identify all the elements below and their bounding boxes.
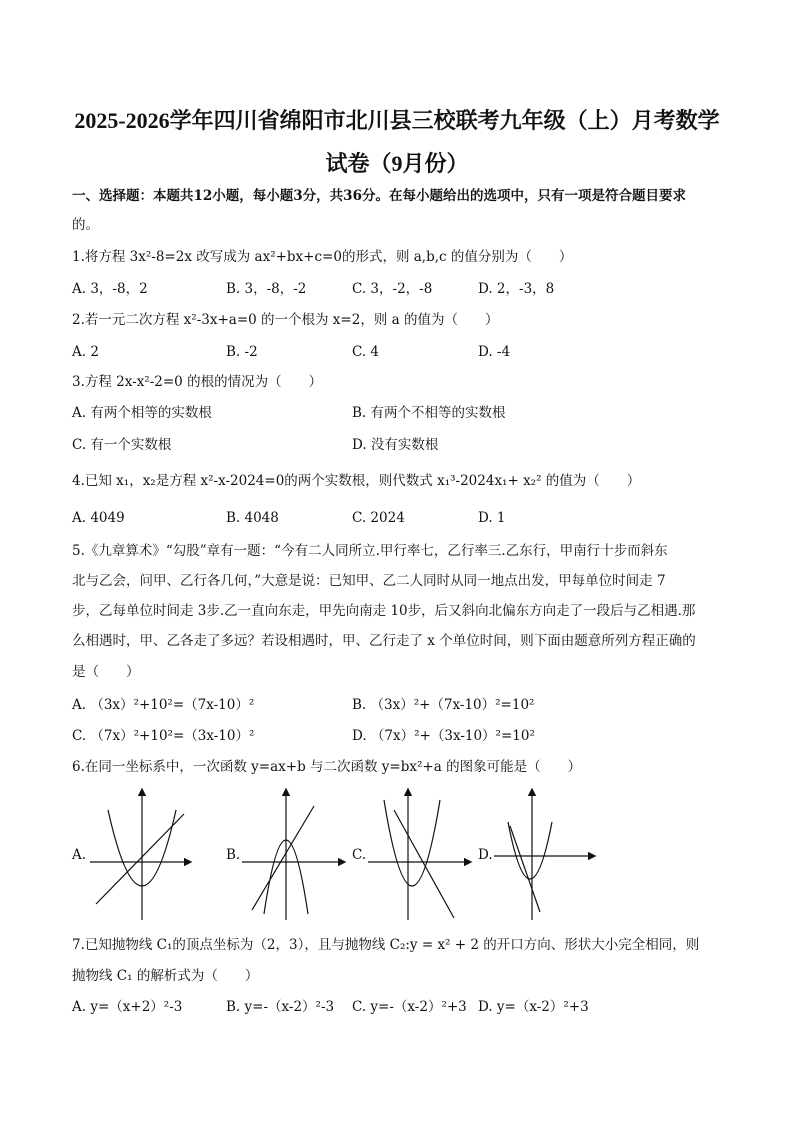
q5-stem-line-5: 是（ ） bbox=[72, 664, 140, 680]
page-title-line-1: 2025-2026学年四川省绵阳市北川县三校联考九年级（上）月考数学 bbox=[74, 108, 720, 133]
q7-option-c: C. y=-（x-2）²+3 bbox=[352, 999, 467, 1015]
q5-option-c: C. （7x）²+10²=（3x-10）² bbox=[72, 728, 255, 744]
q7-stem-line-2: 抛物线 C₁ 的解析式为（ ） bbox=[72, 968, 259, 984]
q5-option-a: A. （3x）²+10²=（7x-10）² bbox=[72, 697, 255, 713]
line bbox=[510, 826, 540, 912]
q7-option-a: A. y=（x+2）²-3 bbox=[72, 999, 183, 1015]
q2-option-b: B. -2 bbox=[226, 344, 258, 360]
q7-option-b: B. y=-（x-2）²-3 bbox=[226, 999, 335, 1015]
q2-option-a: A. 2 bbox=[72, 344, 99, 360]
q3-option-d: D. 没有实数根 bbox=[352, 437, 439, 453]
q3-option-b: B. 有两个不相等的实数根 bbox=[352, 405, 506, 421]
q3-option-c: C. 有一个实数根 bbox=[72, 437, 172, 453]
q6-label-c: C. bbox=[352, 847, 367, 863]
q5-option-b: B. （3x）²+（7x-10）²=10² bbox=[352, 697, 535, 713]
section-heading-line-2: 的。 bbox=[72, 217, 99, 233]
section-heading-line-1: 一、选择题：本题共12小题，每小题3分，共36分。在每小题给出的选项中，只有一项是符合题目要求 bbox=[72, 188, 686, 204]
q4-stem: 4.已知 x₁，x₂是方程 x²-x-2024=0的两个实数根，则代数式 x₁³-2024x₁+ x₂² 的值为（ ） bbox=[72, 473, 641, 489]
q1-option-a: A. 3，-8，2 bbox=[72, 281, 148, 297]
parabola bbox=[508, 822, 552, 879]
q1-option-c: C. 3，-2，-8 bbox=[352, 281, 433, 297]
q7-option-d: D. y=（x-2）²+3 bbox=[478, 999, 589, 1015]
q6-label-d: D. bbox=[478, 847, 493, 863]
q6-graph-a bbox=[86, 786, 198, 922]
q2-option-d: D. -4 bbox=[478, 344, 511, 360]
q1-option-d: D. 2，-3，8 bbox=[478, 281, 555, 297]
q5-stem-line-3: 步，乙每单位时间走 3步.乙一直向东走，甲先向南走 10步，后又斜向北偏东方向走了一段后与乙相遇.那 bbox=[72, 603, 696, 619]
q7-stem-line-1: 7.已知抛物线 C₁的顶点坐标为（2，3），且与抛物线 C₂:y = x² + 2 的开口方向、形状大小完全相同，则 bbox=[72, 937, 700, 953]
q3-option-a: A. 有两个相等的实数根 bbox=[72, 405, 212, 421]
q1-stem: 1.将方程 3x²-8=2x 改写成为 ax²+bx+c=0的形式，则 a,b,c 的值分别为（ ） bbox=[72, 249, 573, 265]
q5-stem-line-1: 5.《九章算术》“勾股”章有一题：“今有二人同所立.甲行率七，乙行率三.乙东行，甲南行十步而斜东 bbox=[72, 543, 668, 559]
q5-option-d: D. （7x）²+（3x-10）²=10² bbox=[352, 728, 535, 744]
q2-option-c: C. 4 bbox=[352, 344, 380, 360]
q6-label-a: A. bbox=[72, 847, 87, 863]
q2-stem: 2.若一元二次方程 x²-3x+a=0 的一个根为 x=2，则 a 的值为（ ） bbox=[72, 312, 499, 328]
q4-option-c: C. 2024 bbox=[352, 510, 405, 526]
q6-label-b: B. bbox=[226, 847, 241, 863]
q6-stem: 6.在同一坐标系中，一次函数 y=ax+b 与二次函数 y=bx²+a 的图象可能是（ ） bbox=[72, 759, 582, 775]
q6-graph-d bbox=[490, 786, 602, 922]
q5-stem-line-2: 北与乙会，问甲、乙行各几何，”大意是说：已知甲、乙二人同时从同一地点出发，甲每单位时间走 7 bbox=[72, 573, 666, 589]
q3-stem: 3.方程 2x-x²-2=0 的根的情况为（ ） bbox=[72, 374, 323, 390]
line bbox=[394, 810, 454, 918]
q6-graph-c bbox=[364, 786, 476, 922]
q5-stem-line-4: 么相遇时，甲、乙各走了多远？若设相遇时，甲、乙行走了 x 个单位时间，则下面由题意所列方程正确的 bbox=[72, 633, 696, 649]
line bbox=[96, 814, 184, 904]
q1-option-b: B. 3，-8，-2 bbox=[226, 281, 307, 297]
q4-option-d: D. 1 bbox=[478, 510, 506, 526]
q4-option-b: B. 4048 bbox=[226, 510, 279, 526]
q4-option-a: A. 4049 bbox=[72, 510, 125, 526]
q6-graph-b bbox=[238, 786, 350, 922]
page-title-line-2: 试卷（9月份） bbox=[325, 151, 469, 176]
